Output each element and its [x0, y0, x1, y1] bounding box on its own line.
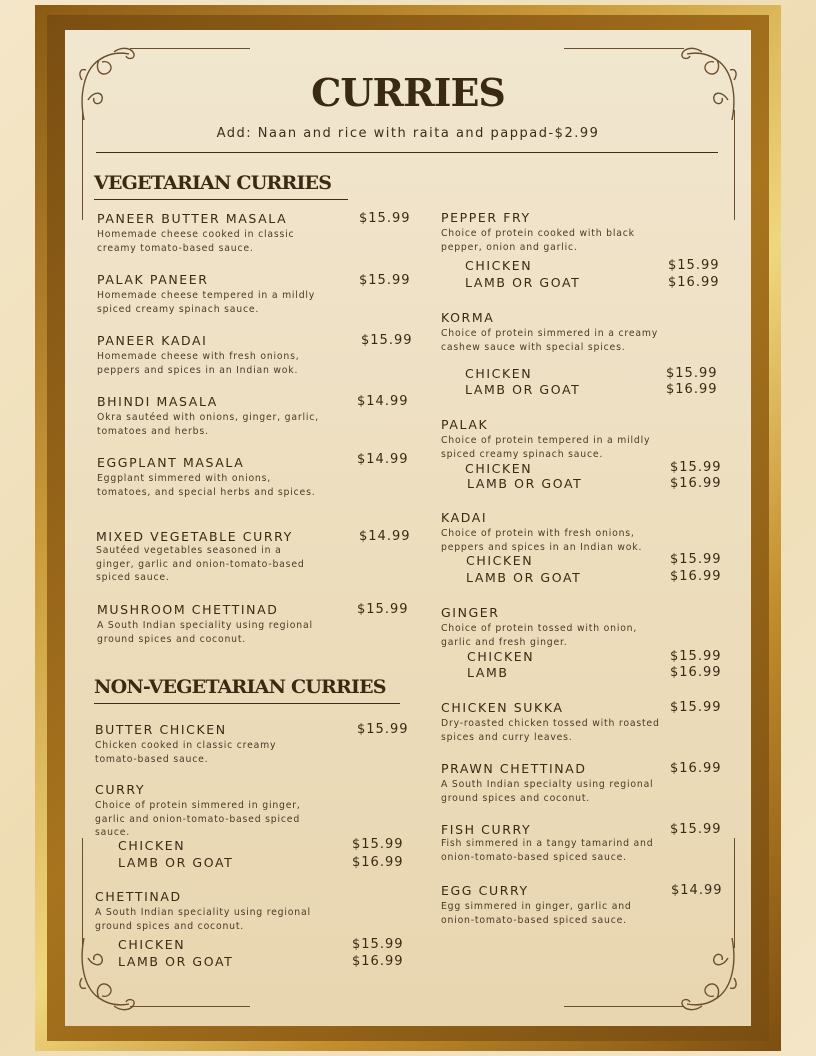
- item-price: $14.99: [359, 529, 411, 544]
- item-price: $15.99: [361, 333, 413, 348]
- item-desc: Choice of protein tossed with onion, garlic and fresh ginger.: [441, 623, 638, 648]
- item-name: CURRY: [95, 782, 146, 797]
- item-name: GINGER: [441, 605, 500, 620]
- menu-item: [441, 822, 673, 864]
- item-name: BUTTER CHICKEN: [95, 722, 227, 737]
- menu-item: [441, 700, 666, 744]
- menu-item: [95, 722, 320, 766]
- item-price: $16.99: [670, 761, 722, 776]
- item-name: KORMA: [441, 310, 495, 325]
- option-name: LAMB OR GOAT: [466, 570, 582, 585]
- menu-item: [97, 394, 322, 438]
- veg-section-heading: VEGETARIAN CURRIES: [94, 172, 332, 194]
- item-price: $14.99: [357, 394, 409, 409]
- item-price: $15.99: [670, 822, 722, 837]
- item-name: FISH CURRY: [441, 822, 532, 837]
- item-desc: Dry-roasted chicken tossed with roasted spices and curry leaves.: [441, 718, 660, 743]
- item-desc: Choice of protein with fresh onions, peppers and spices in an Indian wok.: [441, 528, 643, 553]
- option-price: $16.99: [670, 665, 722, 680]
- flourish-corner-icon: [652, 928, 742, 1018]
- option-price: $15.99: [352, 837, 404, 852]
- menu-item: [95, 782, 320, 840]
- menu-item: [441, 210, 666, 254]
- nonveg-heading-rule: [94, 703, 400, 704]
- item-price: $15.99: [359, 273, 411, 288]
- item-desc: Egg simmered in ginger, garlic and onion-tomato-based spiced sauce.: [441, 901, 632, 926]
- option-name: CHICKEN: [465, 461, 533, 476]
- header-rule: [96, 152, 718, 153]
- item-name: EGGPLANT MASALA: [97, 455, 245, 470]
- nonveg-section-heading: NON-VEGETARIAN CURRIES: [94, 676, 386, 698]
- menu-item: [96, 529, 321, 585]
- item-desc: Okra sautéed with onions, ginger, garlic, tomatoes and herbs.: [97, 412, 319, 437]
- item-desc: Homemade cheese cooked in classic creamy tomato-based sauce.: [97, 229, 295, 254]
- option-name: LAMB OR GOAT: [118, 855, 234, 870]
- menu-item: [97, 272, 322, 316]
- item-price: $14.99: [357, 452, 409, 467]
- item-name: PEPPER FRY: [441, 210, 531, 225]
- option-price: $15.99: [670, 460, 722, 475]
- item-desc: Homemade cheese with fresh onions, peppers and spices in an Indian wok.: [97, 351, 300, 376]
- item-desc: A South Indian speciality using regional ground spices and coconut.: [95, 907, 311, 932]
- item-name: PALAK PANEER: [97, 272, 209, 287]
- menu-item: [441, 417, 666, 461]
- decor-line: [130, 1006, 250, 1007]
- item-price: $15.99: [670, 700, 722, 715]
- item-desc: Choice of protein tempered in a mildly spiced creamy spinach sauce.: [441, 435, 651, 460]
- menu-item: [97, 455, 322, 499]
- menu-item: [441, 510, 666, 554]
- item-name: CHETTINAD: [95, 889, 182, 904]
- item-price: $15.99: [357, 722, 409, 737]
- decor-line: [82, 838, 83, 948]
- item-price: $15.99: [357, 602, 409, 617]
- page-title: CURRIES: [311, 70, 505, 115]
- item-desc: A South Indian specialty using regional ground spices and coconut.: [441, 779, 654, 804]
- option-name: LAMB OR GOAT: [465, 382, 581, 397]
- decor-line: [564, 1006, 684, 1007]
- option-name: CHICKEN: [465, 366, 533, 381]
- menu-item: [95, 889, 320, 933]
- menu-item: [441, 310, 666, 354]
- item-desc: Eggplant simmered with onions, tomatoes, and special herbs and spices.: [97, 473, 316, 498]
- option-price: $16.99: [670, 569, 722, 584]
- menu-item: [97, 211, 322, 255]
- item-desc: Choice of protein simmered in a creamy cashew sauce with special spices.: [441, 328, 658, 353]
- item-desc: Chicken cooked in classic creamy tomato-based sauce.: [95, 740, 277, 765]
- option-price: $16.99: [670, 476, 722, 491]
- option-name: CHICKEN: [118, 937, 186, 952]
- item-name: MIXED VEGETABLE CURRY: [96, 529, 293, 544]
- menu-item: [441, 761, 666, 805]
- item-name: CHICKEN SUKKA: [441, 700, 564, 715]
- item-price: $14.99: [671, 883, 723, 898]
- option-price: $15.99: [670, 649, 722, 664]
- option-price: $16.99: [352, 954, 404, 969]
- item-name: PALAK: [441, 417, 489, 432]
- option-name: LAMB: [467, 665, 509, 680]
- item-desc: Choice of protein simmered in ginger, garlic and onion-tomato-based spiced sauce.: [95, 800, 301, 838]
- item-desc: Fish simmered in a tangy tamarind and onion-tomato-based spiced sauce.: [441, 838, 654, 863]
- item-desc: A South Indian speciality using regional ground spices and coconut.: [97, 620, 313, 645]
- menu-item: [441, 883, 666, 927]
- item-price: $15.99: [359, 211, 411, 226]
- decor-line: [130, 48, 250, 49]
- menu-item: [97, 602, 322, 646]
- item-desc: Choice of protein cooked with black pepper, onion and garlic.: [441, 228, 635, 253]
- item-desc: Homemade cheese tempered in a mildly spiced creamy spinach sauce.: [97, 290, 316, 315]
- item-name: BHINDI MASALA: [97, 394, 218, 409]
- item-name: EGG CURRY: [441, 883, 529, 898]
- menu-item: [97, 333, 322, 377]
- option-price: $16.99: [666, 382, 718, 397]
- veg-heading-rule: [94, 199, 348, 200]
- item-desc: Sautéed vegetables seasoned in a ginger, garlic and onion-tomato-based spiced sauce.: [96, 545, 305, 583]
- option-name: LAMB OR GOAT: [118, 954, 234, 969]
- decor-line: [734, 838, 735, 948]
- item-name: MUSHROOM CHETTINAD: [97, 602, 279, 617]
- option-price: $16.99: [668, 275, 720, 290]
- item-name: PANEER BUTTER MASALA: [97, 211, 288, 226]
- menu-item: [441, 605, 666, 649]
- addon-note: Add: Naan and rice with raita and pappad-$2.99: [216, 126, 600, 141]
- option-price: $15.99: [668, 258, 720, 273]
- option-name: CHICKEN: [466, 553, 534, 568]
- option-name: CHICKEN: [467, 649, 535, 664]
- option-price: $16.99: [352, 855, 404, 870]
- decor-line: [564, 48, 684, 49]
- item-name: KADAI: [441, 510, 488, 525]
- option-name: LAMB OR GOAT: [467, 476, 583, 491]
- option-name: CHICKEN: [118, 838, 186, 853]
- item-name: PRAWN CHETTINAD: [441, 761, 587, 776]
- option-name: LAMB OR GOAT: [465, 275, 581, 290]
- option-price: $15.99: [666, 366, 718, 381]
- option-price: $15.99: [352, 937, 404, 952]
- option-name: CHICKEN: [465, 258, 533, 273]
- option-price: $15.99: [670, 552, 722, 567]
- item-name: PANEER KADAI: [97, 333, 208, 348]
